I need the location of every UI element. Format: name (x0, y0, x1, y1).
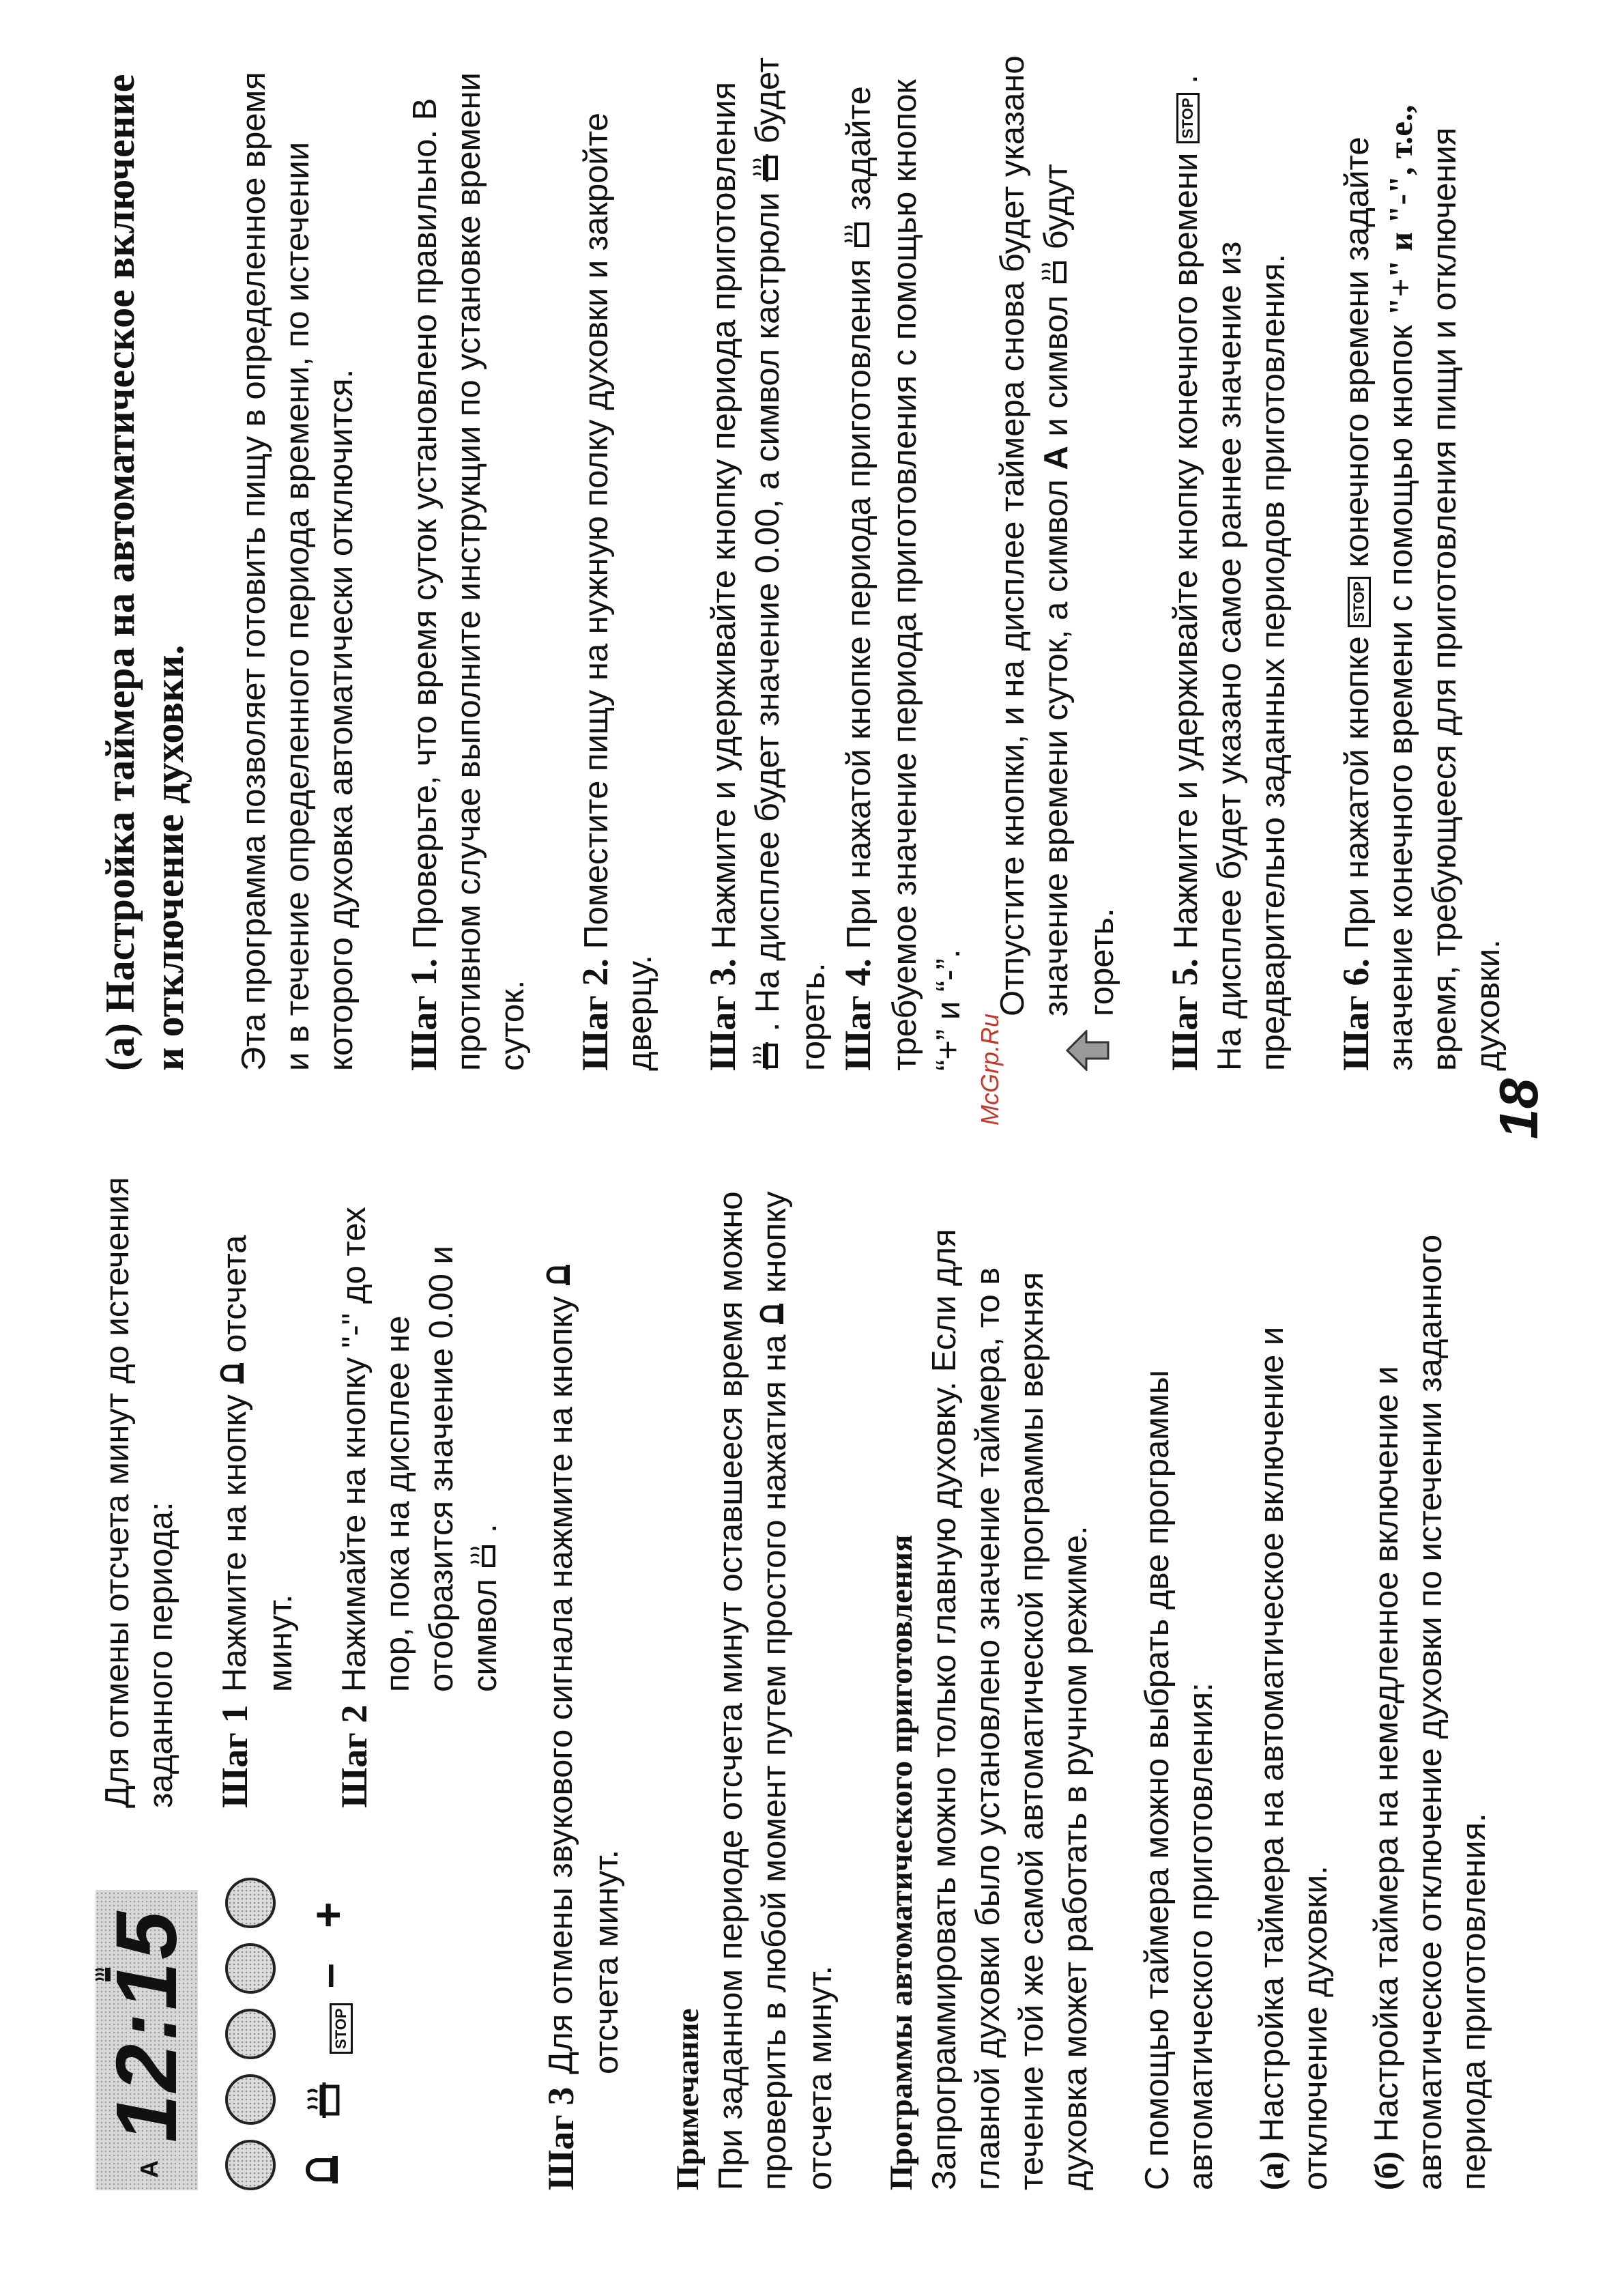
stop-icon: STOP (1176, 93, 1200, 143)
auto-programs-text: Запрограммировать можно только главную духовку. Если для главной духовки было установлено значение таймера, то в течение той же самой автоматической программы верхняя духовка может работать в ручном режиме. (926, 1229, 1094, 2190)
left-step-2-label: Шаг 2 (334, 1704, 375, 1808)
right-step-6-bold: "+" и "-", т.е., (1382, 104, 1420, 316)
auto-indicator: A (135, 2160, 163, 2178)
left-column (96, 1160, 1496, 2190)
option-a (1250, 1160, 1337, 2190)
stop-icon: STOP (310, 2003, 364, 2054)
left-step-1-text (213, 1160, 302, 1692)
release-text-a: Отпустите кнопки, и на дисплее таймера снова будет указано значение времени суток, а символ (994, 55, 1075, 1016)
knob-5[interactable] (225, 1878, 276, 1928)
knob-4[interactable] (225, 1943, 276, 1994)
left-step-1-label: Шаг 1 (214, 1704, 255, 1808)
display-and-intro (96, 1160, 509, 2190)
knob-2[interactable] (225, 2074, 276, 2125)
cooking-icon (839, 220, 883, 250)
lcd-time: 12:15 (98, 1908, 194, 2142)
right-step-5 (1162, 47, 1295, 1071)
minus-button: – (302, 1963, 353, 1988)
cook-time-icon (300, 2081, 355, 2119)
option-a-text: Настройка таймера на автоматическое включение и отключение духовки. (1253, 1326, 1335, 2190)
right-step-2-text: Поместите пищу на нужную полку духовки и закройте дверцу. (578, 113, 658, 1071)
section-title: (а) Настройка таймера на автоматическое включение и отключение духовки. (98, 74, 192, 1071)
note-title: Примечание (670, 2008, 706, 2190)
cooking-icon (1036, 259, 1080, 286)
right-step-5-label: Шаг 5. (1164, 958, 1206, 1071)
release-text (991, 47, 1124, 1016)
right-step-1 (401, 47, 534, 1071)
right-step-3-text-c: будет гореть. (749, 57, 832, 1071)
note-section (667, 1160, 842, 2190)
pot-icon (748, 153, 792, 183)
lcd-screen (96, 1890, 198, 2190)
knob-3[interactable] (225, 2009, 276, 2059)
note-text-b: кнопку отсчета минут. (756, 1191, 839, 2190)
option-b (1365, 1160, 1496, 2190)
left-step-2 (332, 1160, 509, 1808)
arrow-icon (991, 1016, 1124, 1071)
right-step-5-text-b: . На дисплее будет указано самое раннее значение из предварительно заданных периодов приготовления. (1168, 74, 1292, 1071)
left-step-3 (539, 1160, 628, 2190)
left-step-1-text-b: отсчета минут. (216, 1235, 300, 1692)
bell-icon (541, 1263, 585, 1287)
bell-icon (755, 1302, 798, 1325)
note-text-a: При заданном периоде отсчета минут оставшееся время можно проверить в любой момент путем простого нажатия на (712, 1191, 794, 2190)
section-intro: Эта программа позволяет готовить пищу в определенное время и в течение определенного периода времени, по истечении которого духовка автоматически отключится. (235, 72, 360, 1071)
right-step-4-text-b: задайте требуемое значение периода приготовления с помощью кнопок “+” и “-”. (841, 79, 968, 1071)
cooking-icon (465, 1543, 509, 1570)
right-step-2 (572, 47, 662, 1071)
timer-display-panel (96, 1808, 396, 2190)
right-column (96, 47, 1510, 1071)
right-step-6-text-b: конечного времени задайте значение конечного времени с помощью кнопок (1339, 137, 1420, 1071)
option-a-label: (а) (1253, 2151, 1291, 2190)
cancel-intro: Для отмены отсчета минут до истечения заданного периода: (99, 1177, 179, 1808)
left-step-2-text (332, 1160, 509, 1692)
stop-icon: STOP (1348, 577, 1371, 627)
right-step-5-text-a: Нажмите и удерживайте кнопку конечного времени (1168, 152, 1205, 949)
right-step-3-text-b: . На дисплее будет значение 0.00, а символ кастрюли (749, 192, 786, 1032)
right-step-4 (835, 47, 970, 1071)
right-step-2-label: Шаг 2. (575, 958, 615, 1071)
right-step-1-label: Шаг 1. (403, 958, 444, 1071)
plus-button: + (302, 1902, 353, 1928)
release-note (991, 47, 1124, 1071)
left-step-3-text-a: Для отмены звукового сигнала нажмите на кнопку (542, 1295, 580, 2074)
knob-1[interactable] (225, 2140, 276, 2190)
right-step-6-text-c: время, требующееся для приготовления пищи и отключения духовки. (1426, 127, 1507, 1071)
right-step-1-text: Проверьте, что время суток установлено правильно. В противном случае выполните инструкции по установке времени суток. (407, 72, 531, 1071)
right-step-3-label: Шаг 3. (702, 958, 743, 1071)
left-step-3-label: Шаг 3 (540, 2087, 582, 2190)
right-step-4-label: Шаг 4. (837, 958, 879, 1071)
left-step-1 (213, 1160, 302, 1808)
left-step-2-text-a: Нажимайте на кнопку "-" до тех пор, пока на дисплее не отобразится значение 0.00 и символ (336, 1207, 504, 1692)
note-text (709, 1160, 842, 2190)
right-step-3-text-a: Нажмите и удерживайте кнопку периода приготовления (706, 81, 742, 949)
release-text-c: будут гореть. (1038, 164, 1121, 1016)
cook-time-icon (748, 1041, 792, 1071)
right-step-4-text-a: При нажатой кнопке периода приготовления (841, 259, 878, 949)
left-step-2-text-b: . (467, 1523, 504, 1533)
bell-icon (300, 2153, 355, 2186)
knob-row (225, 1849, 280, 2190)
option-b-text: Настройка таймера на немедленное включение и автоматическое отключение духовки по истечении заданного периода приготовления. (1368, 1234, 1493, 2190)
option-b-label: (б) (1367, 2151, 1406, 2190)
auto-programs-title: Программы автоматического приготовления (884, 1534, 920, 2190)
left-step-1-text-a: Нажмите на кнопку (216, 1394, 253, 1692)
auto-programs-section (880, 1160, 1097, 2190)
left-step-3-text (539, 1160, 628, 2074)
right-step-6-text-a: При нажатой кнопке (1339, 636, 1376, 949)
release-text-b: и символ (1038, 295, 1075, 437)
watermark: McGrp.Ru (976, 1013, 1004, 1126)
release-bold: A (1038, 446, 1075, 470)
bell-icon (215, 1362, 259, 1385)
button-legend-row (300, 1835, 355, 2190)
right-step-6-label: Шаг 6. (1335, 958, 1377, 1071)
two-programs-text: С помощью таймера можно выбрать две программы автоматического приготовления: (1139, 1370, 1220, 2190)
right-step-6 (1333, 47, 1510, 1071)
cancel-instructions (96, 1160, 509, 1808)
page-number: 18 (1488, 1078, 1549, 1139)
right-step-3 (700, 47, 835, 1071)
left-step-3-text-b: отсчета минут. (588, 1849, 626, 2074)
